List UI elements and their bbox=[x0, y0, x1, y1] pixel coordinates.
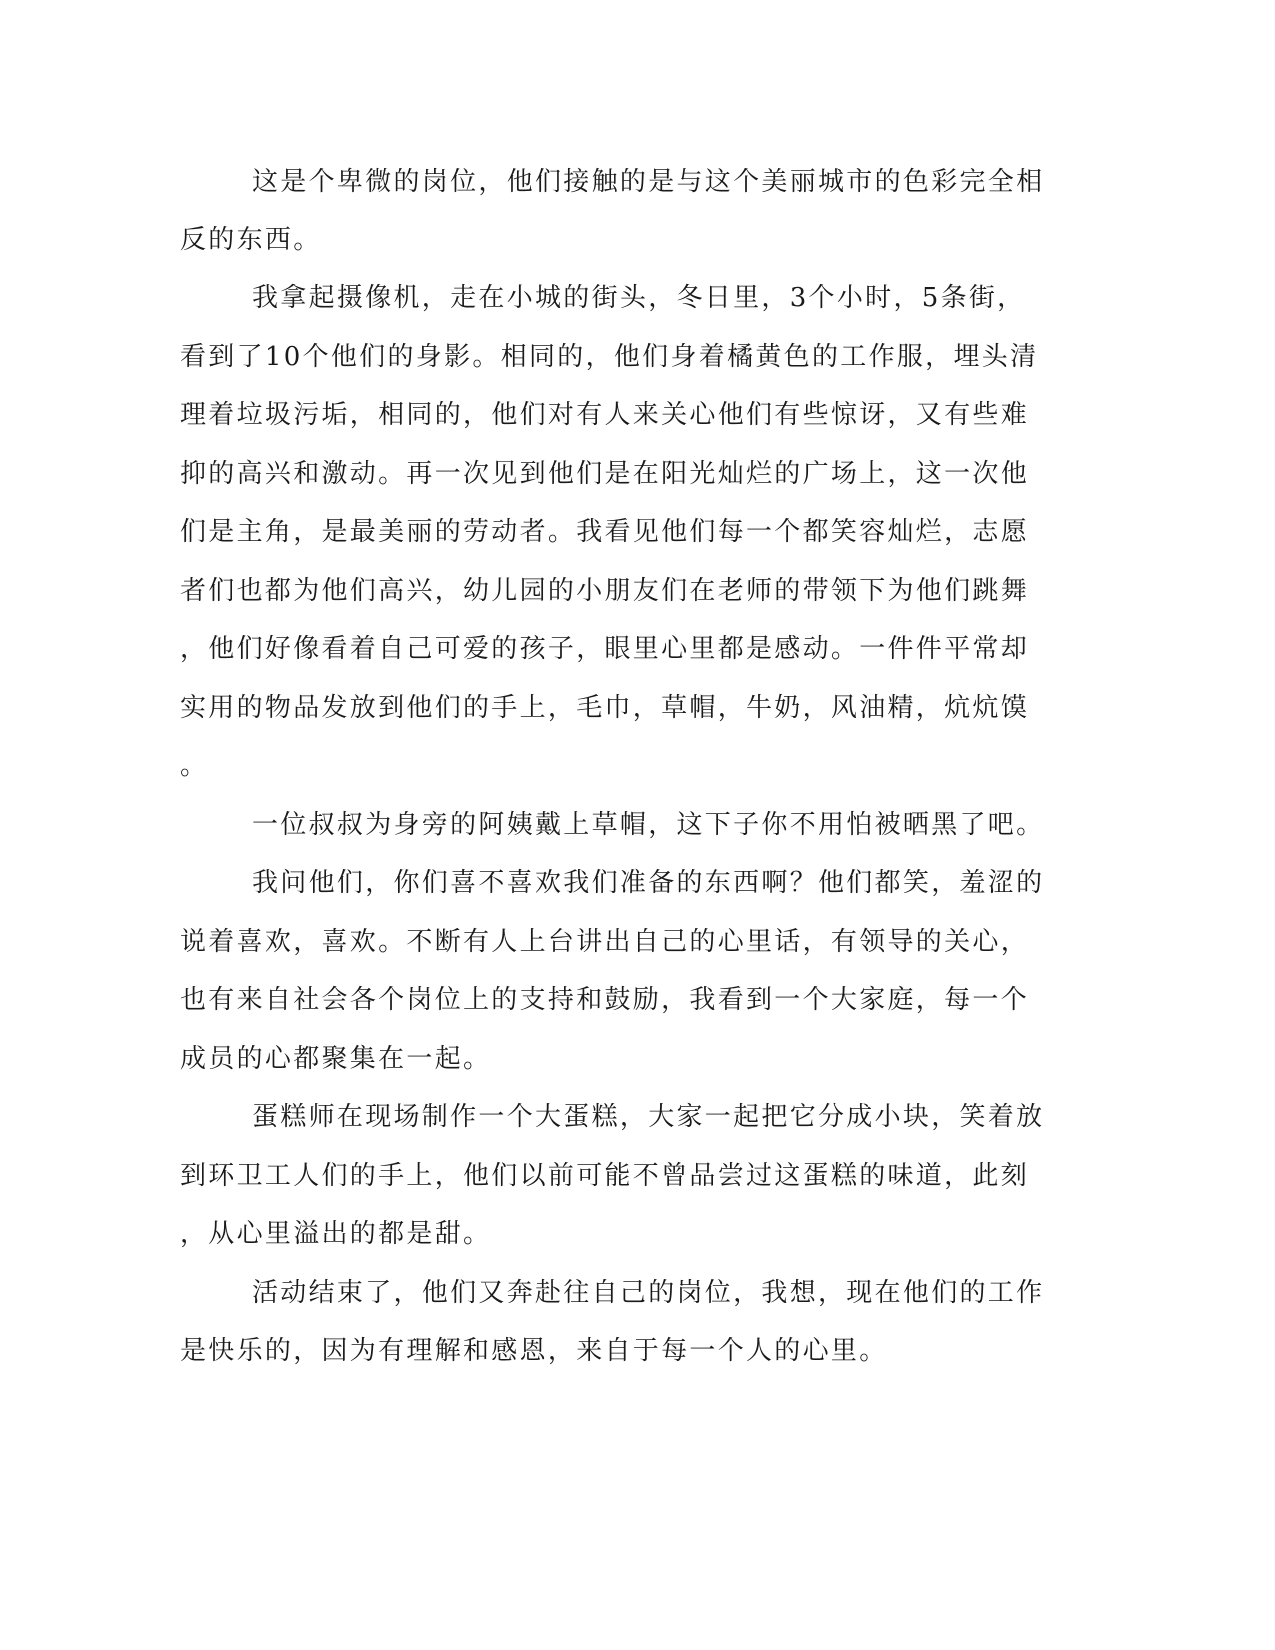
text-line: 一位叔叔为身旁的阿姨戴上草帽，这下子你不用怕被晒黑了吧。 bbox=[252, 810, 1045, 840]
text-line: 理着垃圾污垢，相同的，他们对有人来关心他们有些惊讶，又有些难 bbox=[180, 400, 1030, 430]
text-line: 说着喜欢，喜欢。不断有人上台讲出自己的心里话，有领导的关心， bbox=[180, 927, 1030, 957]
text-line: 。 bbox=[180, 751, 209, 781]
text-line: 是快乐的，因为有理解和感恩，来自于每一个人的心里。 bbox=[180, 1336, 888, 1366]
text-line: 活动结束了，他们又奔赴往自己的岗位，我想，现在他们的工作 bbox=[252, 1278, 1045, 1308]
text-line: 反的东西。 bbox=[180, 225, 322, 255]
text-line: 我问他们，你们喜不喜欢我们准备的东西啊？他们都笑，羞涩的 bbox=[252, 868, 1045, 898]
text-line: 们是主角，是最美丽的劳动者。我看见他们每一个都笑容灿烂，志愿 bbox=[180, 517, 1030, 547]
text-line: 也有来自社会各个岗位上的支持和鼓励，我看到一个大家庭，每一个 bbox=[180, 985, 1030, 1015]
text-line: 我拿起摄像机，走在小城的街头，冬日里，3个小时，5条街， bbox=[252, 283, 1026, 313]
text-line: 到环卫工人们的手上，他们以前可能不曾品尝过这蛋糕的味道，此刻 bbox=[180, 1161, 1030, 1191]
text-line: 实用的物品发放到他们的手上，毛巾，草帽，牛奶，风油精，炕炕馍 bbox=[180, 693, 1030, 723]
text-line: 蛋糕师在现场制作一个大蛋糕，大家一起把它分成小块，笑着放 bbox=[252, 1102, 1045, 1132]
text-line: 这是个卑微的岗位，他们接触的是与这个美丽城市的色彩完全相 bbox=[252, 167, 1045, 197]
text-line: 抑的高兴和激动。再一次见到他们是在阳光灿烂的广场上，这一次他 bbox=[180, 459, 1030, 489]
text-line: ，从心里溢出的都是甜。 bbox=[180, 1219, 492, 1249]
text-line: ，他们好像看着自己可爱的孩子，眼里心里都是感动。一件件平常却 bbox=[180, 634, 1030, 664]
text-line: 看到了10个他们的身影。相同的，他们身着橘黄色的工作服，埋头清 bbox=[180, 342, 1039, 372]
text-line: 成员的心都聚集在一起。 bbox=[180, 1044, 492, 1074]
text-line: 者们也都为他们高兴，幼儿园的小朋友们在老师的带领下为他们跳舞 bbox=[180, 576, 1030, 606]
